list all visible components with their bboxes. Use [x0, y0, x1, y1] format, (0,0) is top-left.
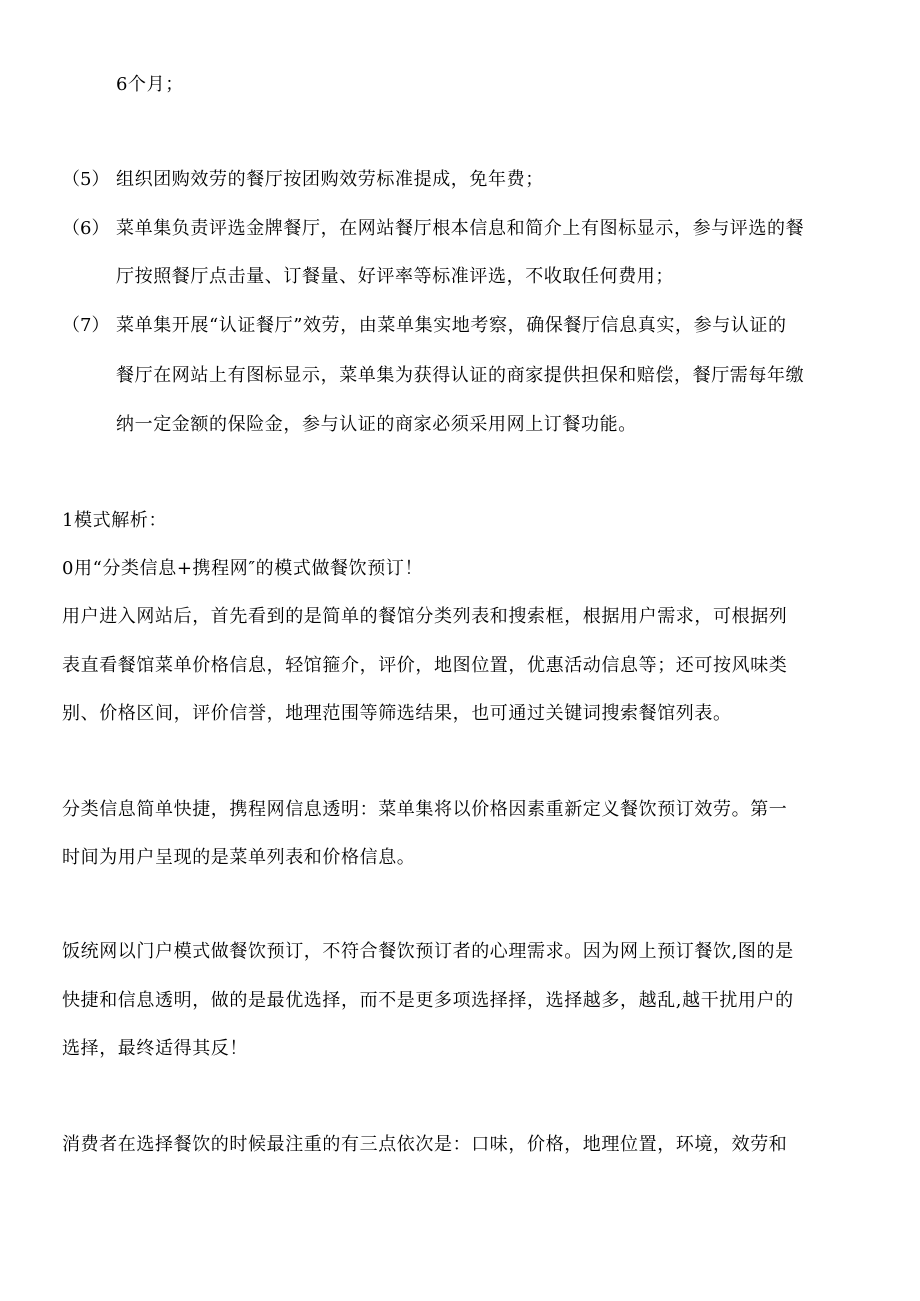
list-item-number-5: （5） [62, 169, 110, 190]
paragraph-1-line-3: 别、价格区间，评价信誉，地理范围等筛选结果，也可通过关键词搜索餐馆列表。 [62, 703, 732, 724]
paragraph-1-line-1: 用户进入网站后，首先看到的是简单的餐馆分类列表和搜索框，根据用户需求，可根据列 [62, 606, 788, 627]
list-item-5-line-1: 组织团购效劳的餐厅按团购效劳标准提成，免年费； [116, 169, 544, 190]
list-item-number-6: （6） [62, 218, 110, 239]
list-item-number-7: （7） [62, 315, 110, 336]
section-heading: 1模式解析： [62, 510, 168, 531]
list-item-7-line-3: 纳一定金额的保险金，参与认证的商家必须采用网上订餐功能。 [116, 414, 637, 435]
paragraph-3-line-3: 选择，最终适得其反！ [62, 1038, 248, 1059]
paragraph-4-line-1: 消费者在选择餐饮的时候最注重的有三点依次是：口味，价格，地理位置，环境，效劳和 [62, 1134, 788, 1155]
section-subheading: 0用“分类信息+携程网″的模式做餐饮预订！ [62, 558, 424, 579]
list-item-6-line-1: 菜单集负责评选金牌餐厅，在网站餐厅根本信息和简介上有图标显示，参与评选的餐 [116, 218, 805, 239]
paragraph-2-line-1: 分类信息简单快捷，携程网信息透明：菜单集将以价格因素重新定义餐饮预订效劳。第一 [62, 799, 788, 820]
paragraph-2-line-2: 时间为用户呈现的是菜单列表和价格信息。 [62, 847, 416, 868]
paragraph-3-line-1: 饭统网以门户模式做餐饮预订，不符合餐饮预订者的心理需求。因为网上预订餐饮,图的是 [62, 941, 794, 962]
paragraph-3-line-2: 快捷和信息透明，做的是最优选择，而不是更多项选择择，选择越多，越乱,越干扰用户的 [62, 990, 794, 1011]
paragraph-1-line-2: 表直看餐馆菜单价格信息，轻馆箍介，评价，地图位置，优惠活动信息等；还可按风味类 [62, 655, 788, 676]
list-item-7-line-1: 菜单集开展“认证餐厅”效劳，由菜单集实地考察，确保餐厅信息真实，参与认证的 [116, 315, 787, 336]
list-item-7-line-2: 餐厅在网站上有图标显示，菜单集为获得认证的商家提供担保和赔偿，餐厅需每年缴 [116, 365, 805, 386]
list-item-6-line-2: 厅按照餐厅点击量、订餐量、好评率等标准评选，不收取任何费用； [116, 266, 674, 287]
list-continuation: 6个月； [116, 74, 184, 95]
